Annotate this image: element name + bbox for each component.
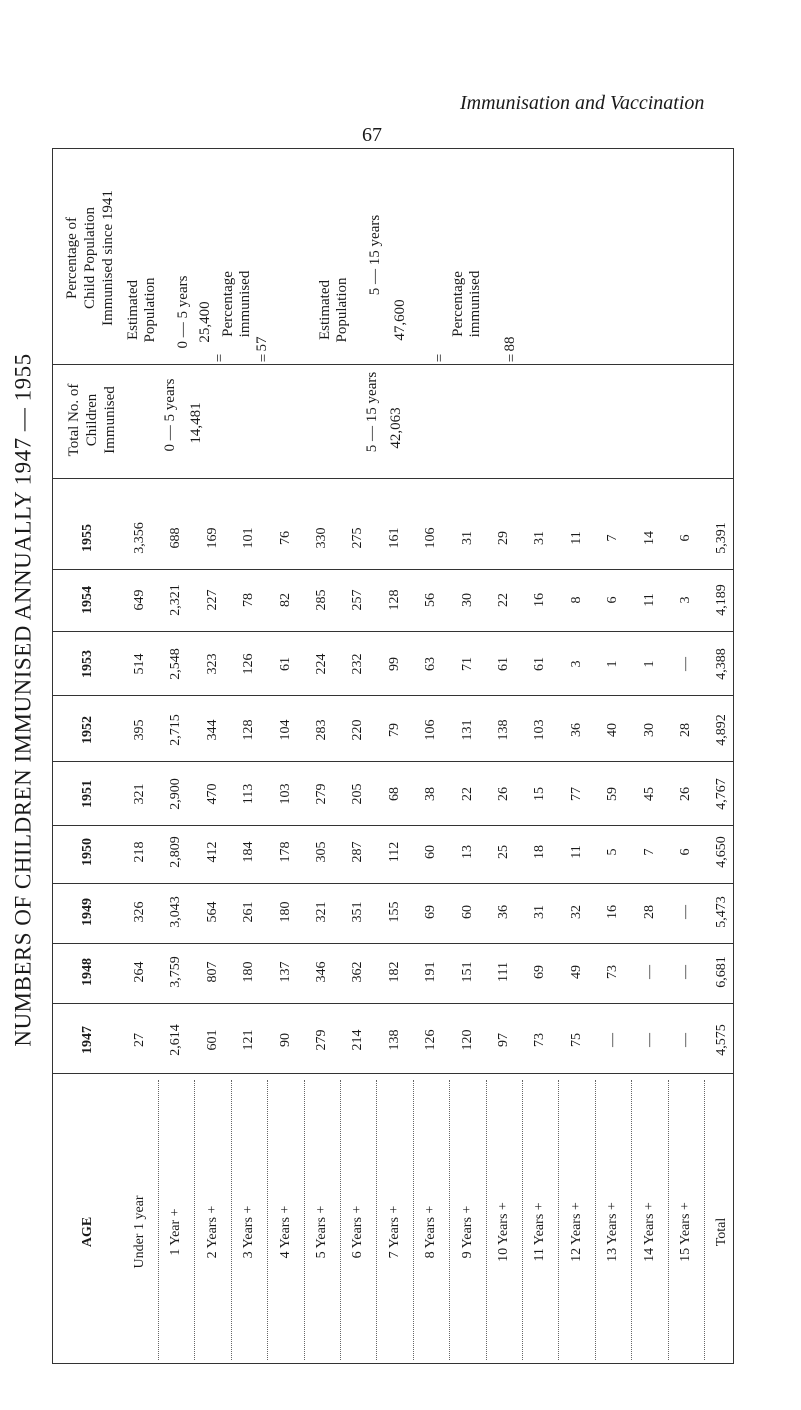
group-a-population: 25,400 [197, 301, 213, 343]
table-cell: 138 [386, 1029, 402, 1051]
table-cell: 6 [605, 596, 621, 604]
table-cell: 3,043 [168, 896, 184, 928]
table-cell: 28 [641, 905, 657, 919]
table-cell: 99 [386, 657, 402, 671]
table-cell: 31 [459, 531, 475, 545]
table-cell: 5,473 [714, 896, 730, 928]
table-cell: 7 [641, 848, 657, 856]
table-cell: 36 [496, 905, 511, 919]
age-row-divider [52, 1073, 734, 1074]
table-cell: 131 [459, 719, 475, 741]
table-cell: 22 [459, 787, 475, 801]
table-cell: 1 [605, 660, 621, 668]
table-cell: 56 [423, 593, 439, 607]
age-label: 12 Years + [568, 1202, 584, 1262]
table-cell: 26 [496, 787, 511, 801]
age-label: 6 Years + [350, 1205, 366, 1259]
age-label: 15 Years + [678, 1202, 693, 1262]
group-b-range: 5 — 15 years [367, 214, 383, 296]
year-header: 1955 [80, 524, 95, 552]
age-label: 3 Years + [241, 1205, 257, 1259]
table-cell: 45 [641, 787, 657, 801]
table-cell: 82 [277, 593, 293, 607]
table-cell: 104 [277, 719, 293, 741]
table-cell: 601 [204, 1029, 220, 1051]
table-cell: 6 [678, 534, 693, 542]
year-header: 1948 [80, 958, 95, 986]
age-label: Total [714, 1217, 730, 1247]
table-cell: 321 [132, 783, 147, 805]
table-cell: 120 [459, 1029, 475, 1051]
table-cell: 2,900 [168, 778, 184, 810]
year-header: 1952 [80, 716, 95, 744]
table-cell: 126 [423, 1029, 439, 1051]
table-cell: 77 [568, 787, 584, 801]
group-a-range: 0 — 5 years [175, 275, 191, 349]
table-cell: 79 [386, 723, 402, 737]
table-cell: 101 [241, 527, 257, 549]
year-header: 1950 [80, 838, 95, 866]
table-cell: 470 [204, 783, 220, 805]
table-cell: 180 [277, 901, 293, 923]
table-cell: 73 [532, 1033, 548, 1047]
table-cell: 3 [678, 596, 693, 604]
table-cell: 344 [204, 719, 220, 741]
table-cell: 76 [277, 531, 293, 545]
year-row-divider [52, 943, 734, 944]
table-cell: 36 [568, 723, 584, 737]
table-cell: 346 [314, 961, 329, 983]
column-divider [631, 1080, 632, 1360]
table-cell: 412 [204, 841, 220, 863]
table-cell: 305 [314, 841, 329, 863]
table-cell: 182 [386, 961, 402, 983]
table-cell: 128 [241, 719, 257, 741]
table-cell: 564 [204, 901, 220, 923]
age-label: 7 Years + [386, 1205, 402, 1259]
age-label: 10 Years + [496, 1202, 511, 1262]
table-cell: 257 [350, 589, 366, 611]
table-cell: 191 [423, 961, 439, 983]
group-b-pct: 88 [502, 336, 518, 352]
table-cell: 30 [641, 723, 657, 737]
table-cell: 1 [641, 660, 657, 668]
table-cell: 6,681 [714, 956, 730, 988]
table-cell: 69 [532, 965, 548, 979]
year-header: 1949 [80, 898, 95, 926]
year-row-divider [52, 883, 734, 884]
table-cell: 2,715 [168, 714, 184, 746]
table-cell: 218 [132, 841, 147, 863]
table-cell: 16 [532, 593, 548, 607]
table-cell: 11 [568, 531, 584, 545]
table-cell: 25 [496, 845, 511, 859]
table-cell: 261 [241, 901, 257, 923]
total-title-2: Children [84, 393, 100, 447]
year-row-divider [52, 631, 734, 632]
table-cell: 395 [132, 719, 147, 741]
table-cell: 330 [314, 527, 329, 549]
pct-label-b-2: immunised [467, 270, 483, 338]
table-cell: 26 [678, 787, 693, 801]
est-pop-label-b-2: Population [334, 277, 350, 343]
column-divider [449, 1080, 450, 1360]
table-cell: 178 [277, 841, 293, 863]
table-cell: 103 [277, 783, 293, 805]
table-cell: 688 [168, 527, 184, 549]
table-cell: 97 [496, 1033, 511, 1047]
divider-summary [52, 364, 734, 365]
table-cell: 11 [568, 845, 584, 859]
eq-4: = [504, 353, 520, 363]
table-cell: 649 [132, 589, 147, 611]
table-cell: 5,391 [714, 522, 730, 554]
table-cell: 283 [314, 719, 329, 741]
table-cell: — [678, 905, 693, 919]
pct-label-b-1: Percentage [450, 271, 466, 337]
table-cell: 514 [132, 653, 147, 675]
table-cell: — [678, 965, 693, 979]
table-cell: 90 [277, 1033, 293, 1047]
year-header: 1947 [80, 1026, 95, 1054]
total-a-range: 0 — 5 years [162, 378, 178, 452]
table-cell: 22 [496, 593, 511, 607]
table-cell: — [678, 657, 693, 671]
table-cell: 11 [641, 593, 657, 607]
eq-1: = [212, 353, 228, 363]
table-cell: 137 [277, 961, 293, 983]
column-divider [231, 1080, 232, 1360]
age-label: 1 Year + [168, 1208, 184, 1256]
table-cell: — [641, 965, 657, 979]
year-header: 1953 [80, 650, 95, 678]
column-divider [304, 1080, 305, 1360]
divider-totals [52, 478, 734, 479]
table-cell: 351 [350, 901, 366, 923]
table-cell: 321 [314, 901, 329, 923]
age-label: 2 Years + [204, 1205, 220, 1259]
table-cell: 15 [532, 787, 548, 801]
total-a-value: 14,481 [188, 402, 204, 444]
table-cell: 63 [423, 657, 439, 671]
pct-label-a-2: immunised [237, 270, 253, 338]
table-cell: 5 [605, 848, 621, 856]
table-cell: 59 [605, 787, 621, 801]
table-cell: 49 [568, 965, 584, 979]
table-cell: 232 [350, 653, 366, 675]
table-cell: 362 [350, 961, 366, 983]
table-cell: 155 [386, 901, 402, 923]
est-pop-label-a-2: Population [142, 277, 158, 343]
column-divider [558, 1080, 559, 1360]
age-label: 8 Years + [423, 1205, 439, 1259]
group-a-pct: 57 [254, 336, 270, 352]
table-cell: 31 [532, 531, 548, 545]
table-cell: 3 [568, 660, 584, 668]
table-cell: 214 [350, 1029, 366, 1051]
age-label: Under 1 year [132, 1195, 147, 1269]
table-cell: 4,767 [714, 778, 730, 810]
table-cell: 326 [132, 901, 147, 923]
table-cell: — [678, 1033, 693, 1047]
column-divider [413, 1080, 414, 1360]
table-cell: 111 [496, 962, 511, 982]
table-cell: 2,614 [168, 1024, 184, 1056]
pct-label-a-1: Percentage [220, 271, 236, 337]
table-cell: 4,892 [714, 714, 730, 746]
table-cell: 121 [241, 1029, 257, 1051]
year-row-divider [52, 761, 734, 762]
year-row-divider [52, 569, 734, 570]
column-divider [376, 1080, 377, 1360]
table-cell: 224 [314, 653, 329, 675]
table-cell: 32 [568, 905, 584, 919]
table-cell: 161 [386, 527, 402, 549]
table-cell: 61 [496, 657, 511, 671]
column-divider [486, 1080, 487, 1360]
table-cell: 3,356 [132, 522, 147, 554]
table-cell: 13 [459, 845, 475, 859]
table-cell: 29 [496, 531, 511, 545]
percentage-title-1: Percentage of [64, 216, 80, 300]
total-title-1: Total No. of [66, 383, 82, 457]
column-divider [158, 1080, 159, 1360]
table-cell: 31 [532, 905, 548, 919]
age-label: 13 Years + [605, 1202, 621, 1262]
age-label: 9 Years + [459, 1205, 475, 1259]
column-divider [340, 1080, 341, 1360]
table-cell: 169 [204, 527, 220, 549]
table-cell: 75 [568, 1033, 584, 1047]
table-cell: 69 [423, 905, 439, 919]
table-cell: 18 [532, 845, 548, 859]
est-pop-label-b-1: Estimated [317, 280, 333, 340]
table-cell: 279 [314, 783, 329, 805]
table-cell: 38 [423, 787, 439, 801]
table-cell: 28 [678, 723, 693, 737]
table-cell: 2,548 [168, 648, 184, 680]
table-cell: 279 [314, 1029, 329, 1051]
table-cell: 14 [641, 531, 657, 545]
table-cell: 227 [204, 589, 220, 611]
side-title: NUMBERS OF CHILDREN IMMUNISED ANNUALLY 1947 — 1955 [11, 353, 36, 1047]
percentage-title-2: Child Population [82, 206, 98, 310]
table-cell: 4,388 [714, 648, 730, 680]
table-cell: 180 [241, 961, 257, 983]
total-b-value: 42,063 [388, 407, 404, 449]
table-cell: 151 [459, 961, 475, 983]
table-cell: 27 [132, 1033, 147, 1047]
table-cell: 2,321 [168, 584, 184, 616]
year-row-divider [52, 695, 734, 696]
age-label: 5 Years + [314, 1205, 329, 1259]
table-cell: 68 [386, 787, 402, 801]
table-cell: 6 [678, 848, 693, 856]
age-label: 11 Years + [532, 1202, 548, 1262]
year-row-divider [52, 1003, 734, 1004]
column-divider [522, 1080, 523, 1360]
table-cell: 264 [132, 961, 147, 983]
table-cell: 78 [241, 593, 257, 607]
eq-3: = [432, 353, 448, 363]
table-cell: 2,809 [168, 836, 184, 868]
table-cell: 7 [605, 534, 621, 542]
column-divider [704, 1080, 705, 1360]
age-label: 14 Years + [641, 1202, 657, 1262]
running-title: Immunisation and Vaccination [460, 92, 705, 114]
table-cell: — [605, 1033, 621, 1047]
table-cell: 138 [496, 719, 511, 741]
column-divider [668, 1080, 669, 1360]
total-title-3: Immunised [102, 386, 118, 454]
age-label: 4 Years + [277, 1205, 293, 1259]
year-header: 1951 [80, 780, 95, 808]
table-cell: 16 [605, 905, 621, 919]
table-cell: 106 [423, 527, 439, 549]
table-cell: 287 [350, 841, 366, 863]
table-cell: 103 [532, 719, 548, 741]
table-cell: 106 [423, 719, 439, 741]
table-cell: 807 [204, 961, 220, 983]
table-cell: 61 [532, 657, 548, 671]
table-cell: 323 [204, 653, 220, 675]
group-b-population: 47,600 [392, 299, 408, 341]
table-cell: 4,575 [714, 1024, 730, 1056]
table-cell: 113 [241, 783, 257, 805]
table-cell: 60 [459, 905, 475, 919]
table-cell: 112 [386, 841, 402, 863]
year-header: 1954 [80, 586, 95, 614]
table-cell: 73 [605, 965, 621, 979]
table-cell: 4,650 [714, 836, 730, 868]
table-cell: 205 [350, 783, 366, 805]
table-cell: — [641, 1033, 657, 1047]
table-cell: 285 [314, 589, 329, 611]
eq-2: = [256, 353, 272, 363]
table-cell: 128 [386, 589, 402, 611]
table-cell: 126 [241, 653, 257, 675]
page-number: 67 [362, 124, 382, 146]
table-cell: 71 [459, 657, 475, 671]
column-divider [267, 1080, 268, 1360]
table-cell: 275 [350, 527, 366, 549]
table-cell: 3,759 [168, 956, 184, 988]
table-cell: 8 [568, 596, 584, 604]
column-divider [194, 1080, 195, 1360]
percentage-title-3: Immunised since 1941 [100, 190, 116, 326]
table-cell: 40 [605, 723, 621, 737]
table-cell: 60 [423, 845, 439, 859]
table-cell: 30 [459, 593, 475, 607]
table-cell: 220 [350, 719, 366, 741]
est-pop-label-a-1: Estimated [125, 280, 141, 340]
column-divider [595, 1080, 596, 1360]
age-header: AGE [80, 1216, 95, 1248]
table-cell: 4,189 [714, 584, 730, 616]
table-cell: 61 [277, 657, 293, 671]
table-cell: 184 [241, 841, 257, 863]
total-b-range: 5 — 15 years [364, 371, 380, 453]
year-row-divider [52, 825, 734, 826]
